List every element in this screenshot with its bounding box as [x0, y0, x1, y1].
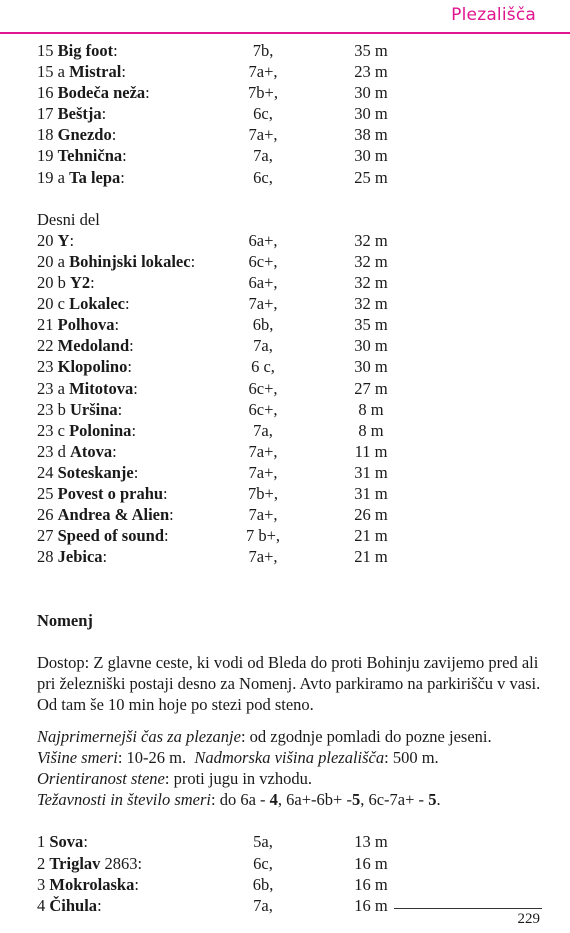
- route-name: 19 a Ta lepa:: [37, 167, 125, 187]
- route-row: 16 Bodeča neža: 7b+, 30 m: [37, 83, 388, 103]
- route-row: 20 Y: 6a+, 32 m: [37, 230, 388, 250]
- route-list-right-part: [37, 230, 542, 568]
- route-row: 15 Big foot: 7b, 35 m: [37, 41, 388, 60]
- orientation-line: Orientiranost stene: proti jugu in vzhodu.: [37, 769, 312, 789]
- route-name: 23 Klopolino:: [37, 357, 132, 377]
- page-number: 229: [517, 911, 540, 927]
- route-row: 24 Soteskanje: 7a+, 31 m: [37, 462, 388, 482]
- route-name: 15 Big foot:: [37, 41, 118, 60]
- route-row: 19 a Ta lepa: 6c, 25 m: [37, 167, 388, 187]
- route-row: 19 Tehnična: 7a, 30 m: [37, 146, 388, 166]
- route-name: 20 Y:: [37, 230, 75, 250]
- route-row: 20 c Lokalec: 7a+, 32 m: [37, 294, 388, 314]
- route-row: 23 d Atova: 7a+, 11 m: [37, 441, 388, 461]
- route-list-nomenj: [37, 831, 542, 915]
- route-row: 23 Klopolino: 6 c, 30 m: [37, 357, 388, 377]
- route-name: 3 Mokrolaska:: [37, 874, 139, 894]
- route-name: 27 Speed of sound:: [37, 526, 169, 546]
- route-row: 20 a Bohinjski lokalec: 6c+, 32 m: [37, 251, 388, 271]
- route-row: 26 Andrea & Alien: 7a+, 26 m: [37, 505, 388, 525]
- route-name: 19 Tehnična:: [37, 146, 127, 166]
- route-name: 24 Soteskanje:: [37, 462, 139, 482]
- route-name: 20 c Lokalec:: [37, 294, 130, 314]
- route-name: 15 a Mistral:: [37, 62, 126, 82]
- route-row: 15 a Mistral: 7a+, 23 m: [37, 62, 388, 82]
- route-name: 4 Čihula:: [37, 895, 102, 915]
- route-row: 28 Jebica: 7a+, 21 m: [37, 547, 388, 567]
- route-name: 23 c Polonina:: [37, 420, 137, 440]
- route-name: 18 Gnezdo:: [37, 125, 117, 145]
- route-row: 21 Polhova: 6b, 35 m: [37, 315, 388, 335]
- route-name: 25 Povest o prahu:: [37, 483, 168, 503]
- route-name: 23 a Mitotova:: [37, 378, 138, 398]
- best-time-line: Najprimernejši čas za plezanje: od zgodnje pomladi do pozne jeseni.: [37, 727, 492, 746]
- route-row: 1 Sova: 5a, 13 m: [37, 832, 388, 852]
- route-row: 20 b Y2: 6a+, 32 m: [37, 273, 388, 293]
- route-row: 23 c Polonina: 7a, 8 m: [37, 420, 384, 440]
- access-paragraph: Dostop: Z glavne ceste, ki vodi od Bleda do proti Bohinju zavijemo pred ali pri železniški postaji desno za Nomenj. Avto parkiramo na parkirišču v vasi. Od tam še 10 min hoje po stezi pod steno.: [37, 652, 541, 714]
- header-title: Plezališča: [451, 5, 536, 25]
- route-row: 25 Povest o prahu: 7b+, 31 m: [37, 483, 388, 503]
- route-name: 22 Medoland:: [37, 336, 134, 356]
- route-name: 21 Polhova:: [37, 315, 120, 335]
- route-name: 20 a Bohinjski lokalec:: [37, 251, 196, 271]
- route-name: 17 Beštja:: [37, 104, 107, 124]
- page-content: [37, 40, 542, 916]
- route-row: 4 Čihula: 7a, 16 m: [37, 895, 388, 915]
- route-list-left-part: [37, 40, 542, 188]
- route-name: 28 Jebica:: [37, 547, 108, 567]
- route-row: 23 b Uršina: 6c+, 8 m: [37, 399, 384, 419]
- route-row: 3 Mokrolaska: 6b, 16 m: [37, 874, 388, 894]
- route-name: 1 Sova:: [37, 832, 88, 852]
- difficulty-line: Težavnosti in število smeri: do 6a - 4, 6a+-6b+ -5, 6c-7a+ - 5.: [37, 790, 441, 810]
- route-name: 2 Triglav 2863:: [37, 853, 143, 873]
- section-heading-nomenj: Nomenj: [37, 610, 93, 630]
- route-name: 16 Bodeča neža:: [37, 83, 150, 103]
- route-name: 26 Andrea & Alien:: [37, 505, 174, 525]
- page-header: [0, 0, 570, 34]
- route-name: 23 d Atova:: [37, 441, 117, 461]
- footer-rule: [394, 908, 542, 909]
- route-name: 20 b Y2:: [37, 273, 95, 293]
- route-name: 23 b Uršina:: [37, 399, 123, 419]
- section-label-right: Desni del: [37, 209, 100, 229]
- heights-line: Višine smeri: 10-26 m. Nadmorska višina plezališča: 500 m.: [37, 748, 439, 768]
- route-row: 27 Speed of sound: 7 b+, 21 m: [37, 526, 388, 546]
- info-block: [37, 726, 542, 810]
- route-row: 18 Gnezdo: 7a+, 38 m: [37, 125, 388, 145]
- route-row: 22 Medoland: 7a, 30 m: [37, 336, 388, 356]
- route-row: 23 a Mitotova: 6c+, 27 m: [37, 378, 388, 398]
- route-row: 17 Beštja: 6c, 30 m: [37, 104, 388, 124]
- route-row: 2 Triglav 2863: 6c, 16 m: [37, 853, 388, 873]
